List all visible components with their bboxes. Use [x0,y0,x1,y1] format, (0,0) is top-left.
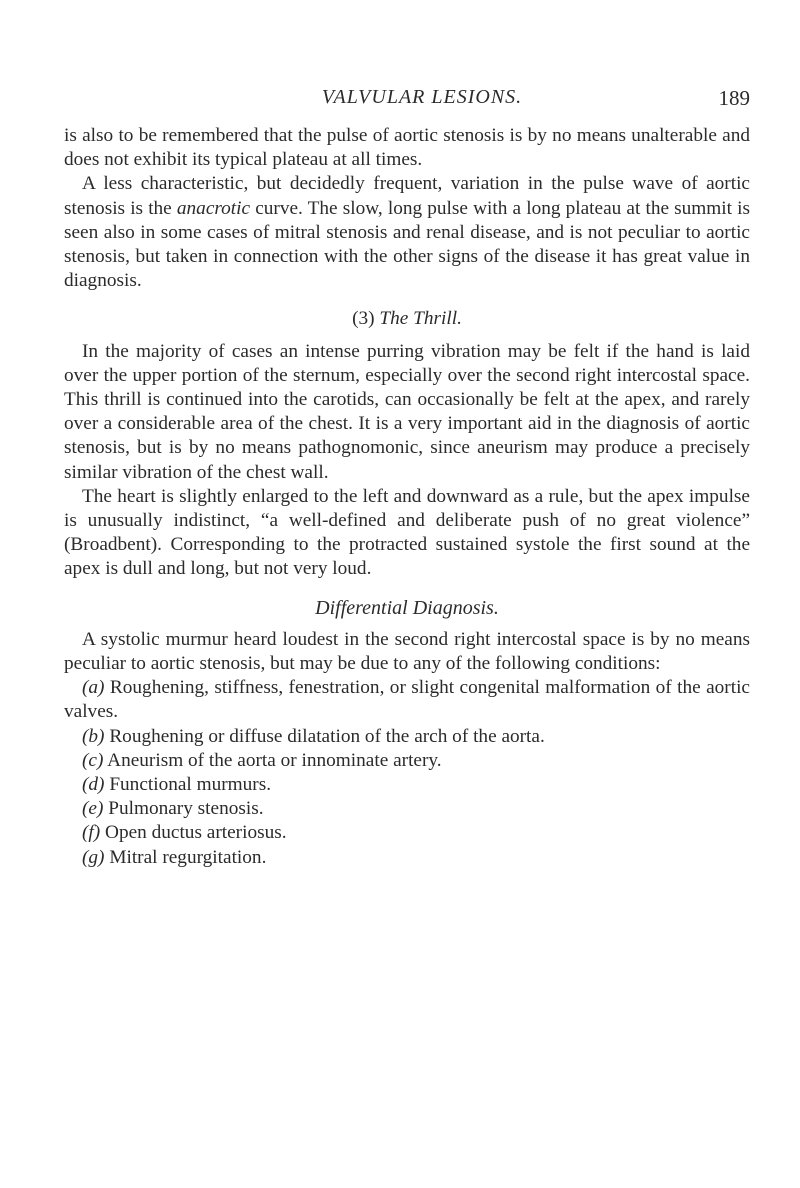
section-title: The Thrill. [379,308,462,330]
list-item-text: Mitral regurgitation. [109,846,267,868]
subheading-differential-diagnosis: Differential Diagnosis. [315,596,499,619]
paragraph-anacrotic-start: A less characteristic, but decidedly frequent, variation in the pulse wave of aortic stenosis is the [64,173,750,219]
list-item [64,725,750,749]
paragraph-pulse-continued: is also to be remembered that the pulse of aortic stenosis is by no means unalterable and does not exhibit its typical plateau at all times. [64,125,750,171]
anacrotic-term: anacrotic [176,197,251,219]
list-item-letter: (e) [82,798,104,820]
body-text [64,124,750,870]
list-item-text: Functional murmurs. [109,774,272,796]
list-item-letter: (a) [82,677,105,699]
list-item [64,676,750,724]
list-item-text: Open ductus arteriosus. [105,822,287,844]
list-item-text: Roughening, stiffness, fenestration, or slight congenital malformation of the aortic valves. [64,677,750,723]
list-item-text: Roughening or diffuse dilatation of the arch of the aorta. [109,725,545,747]
list-item-letter: (f) [82,822,101,844]
paragraph-thrill: In the majority of cases an intense purring vibration may be felt if the hand is laid over the upper portion of the sternum, especially over the second right intercostal space. This thrill is continued into the carotids, can occasionally be felt at the apex, and rarely over a considerable area of the chest. It is a very important aid in the diagnosis of aortic stenosis, but is by no means pathognomonic, since aneurism may produce a precisely similar vibration of the chest wall. [64,340,750,483]
paragraph-anacrotic-end: curve. The slow, long pulse with a long plateau at the summit is seen also in some cases of mitral stenosis and renal disease, and is not peculiar to aortic stenosis, but taken in connection with the other signs of the disease it has great value in diagnosis. [64,197,750,292]
list-item [64,846,750,870]
list-item [64,797,750,821]
list-item-letter: (g) [82,846,105,868]
section-number: (3) [352,308,375,330]
paragraph-heart: The heart is slightly enlarged to the left and downward as a rule, but the apex impulse is unusually indistinct, “a well-defined and deliberate push of no great violence” (Broadbent). Corresponding to the protracted sustained systole the first sound at the apex is dull and long, but not very loud. [64,485,750,580]
list-item-letter: (c) [82,749,104,771]
running-title: VALVULAR LESIONS. [321,86,523,108]
section-heading-thrill [64,307,750,331]
page-number: 189 [718,86,750,110]
running-head [64,86,750,116]
list-item [64,821,750,845]
list-item-text: Pulmonary stenosis. [108,798,264,820]
list-item [64,773,750,797]
list-item-letter: (d) [82,774,105,796]
list-item-letter: (b) [82,725,105,747]
list-item [64,749,750,773]
conditions-list [64,676,750,870]
paragraph-systolic-murmur: A systolic murmur heard loudest in the second right intercostal space is by no means peculiar to aortic stenosis, but may be due to any of the following conditions: [64,628,750,675]
list-item-text: Aneurism of the aorta or innominate artery. [107,749,442,771]
paragraph-anacrotic [64,172,750,293]
